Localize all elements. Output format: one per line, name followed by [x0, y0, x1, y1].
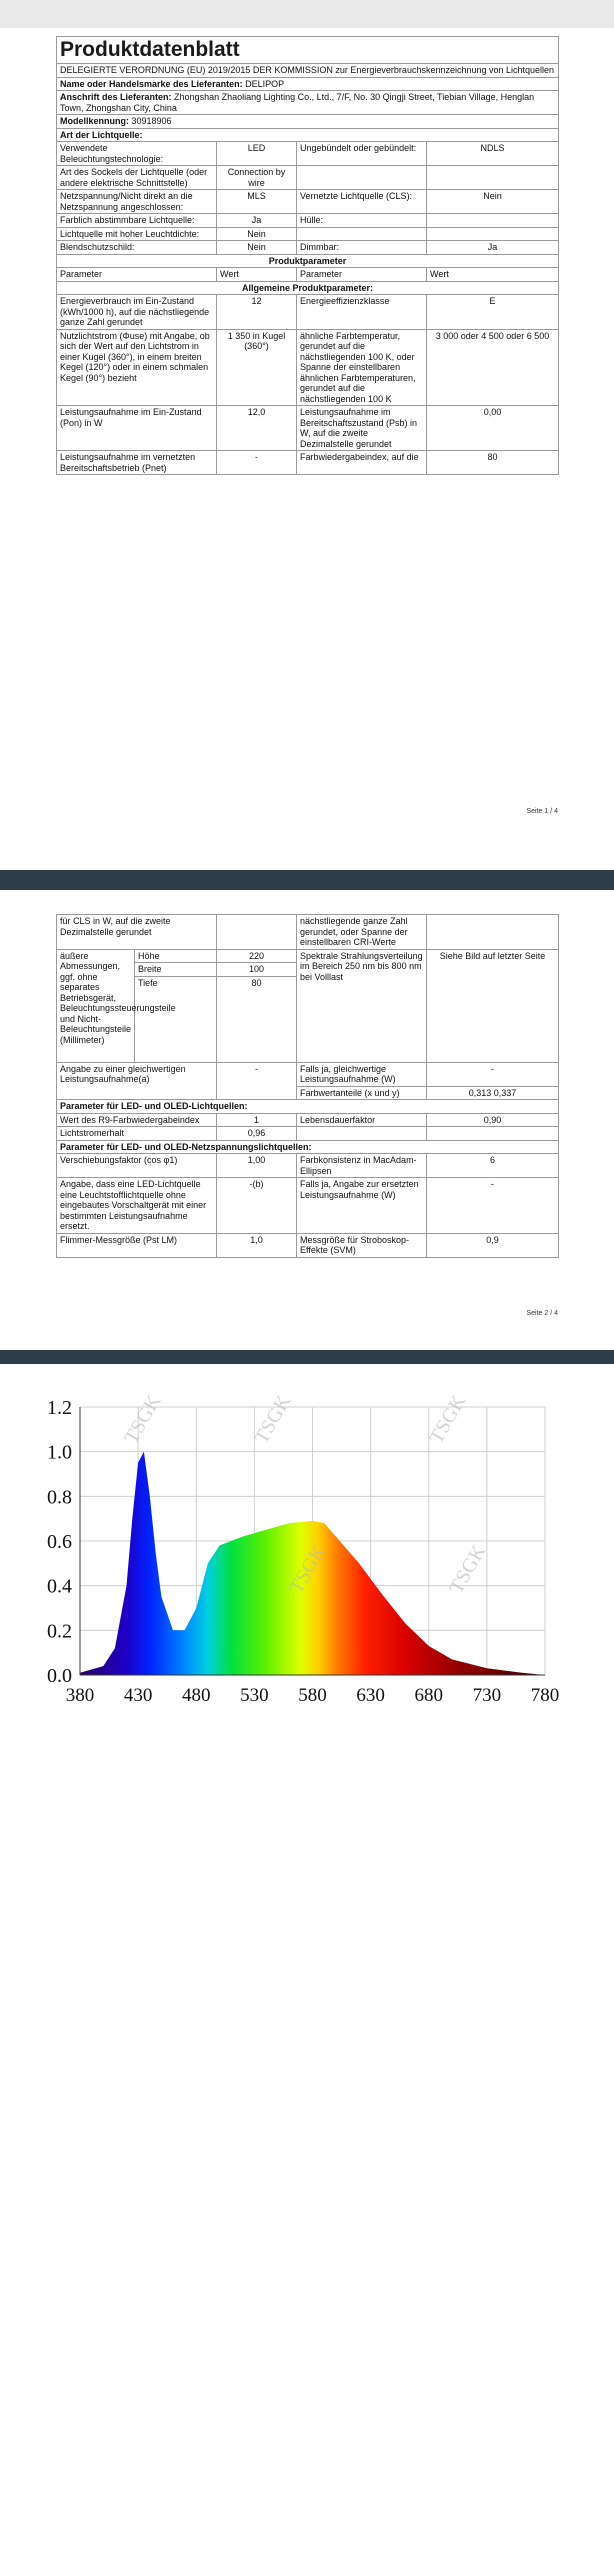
- param-value: 0,00: [427, 406, 559, 451]
- model-label: Modellkennung:: [60, 116, 129, 126]
- type-row: [57, 241, 559, 255]
- spectral-label: Spektrale Strahlungsverteilung im Bereich 250 nm bis 800 nm bei Volllast: [297, 949, 427, 1062]
- x-tick-label: 780: [530, 1685, 560, 1706]
- datasheet-table-2: [56, 914, 559, 1258]
- type-label: Verwendete Beleuchtungstechnologie:: [57, 142, 217, 166]
- param-label: Farbwertanteile (x und y): [297, 1086, 427, 1100]
- dimension-name: Tiefe: [135, 976, 217, 1062]
- supplier-name-row: [57, 77, 559, 91]
- type-label: Blendschutzschild:: [57, 241, 217, 255]
- datasheet-page-1: [0, 28, 614, 870]
- x-tick-label: 480: [182, 1685, 211, 1706]
- spectral-value: Siehe Bild auf letzter Seite: [427, 949, 559, 1062]
- y-tick-label: 0.6: [47, 1531, 72, 1553]
- param-row: [57, 295, 559, 330]
- param-label: Nutzlichtstrom (Φuse) mit Angabe, ob sich der Wert auf den Lichtstrom in einer Kugel (360°), in einem breiten Kegel (120°) oder in einem schmalen Kegel (90°) bezieht: [57, 329, 217, 406]
- y-tick-label: 1.2: [47, 1397, 72, 1419]
- datasheet-table-1: [56, 36, 559, 475]
- param-value: E: [427, 295, 559, 330]
- param-value: 12,0: [217, 406, 297, 451]
- type-label: Ungebündelt oder gebündelt:: [297, 142, 427, 166]
- x-tick-label: 530: [240, 1685, 269, 1706]
- section-led-parameters: Parameter für LED- und OLED-Lichtquellen:: [57, 1100, 559, 1114]
- x-tick-label: 580: [298, 1685, 327, 1706]
- type-label: Hülle:: [297, 214, 427, 228]
- column-header: Parameter: [57, 268, 217, 282]
- page-number: Seite 2 / 4: [526, 1310, 558, 1317]
- continued-row: [57, 915, 559, 950]
- y-tick-label: 0.8: [47, 1486, 72, 1509]
- supplier-name-value: DELIPOP: [245, 78, 285, 89]
- regulation-text: DELEGIERTE VERORDNUNG (EU) 2019/2015 DER KOMMISSION zur Energieverbrauchskennzeichnung von Lichtquellen: [57, 64, 559, 78]
- param-label: Energieeffizienzklasse: [297, 295, 427, 330]
- supplier-address-row: [57, 91, 559, 115]
- type-value: [427, 227, 559, 241]
- param-label: Leistungsaufnahme im vernetzten Bereitschaftsbetrieb (Pnet): [57, 451, 217, 475]
- type-row: [57, 214, 559, 228]
- param-label: Verschiebungsfaktor (cos φ1): [57, 1154, 217, 1178]
- dimension-value: 220: [217, 949, 297, 963]
- param-row: [57, 1062, 559, 1086]
- supplier-name-label: Name oder Handelsmarke des Lieferanten:: [60, 78, 243, 89]
- type-value: MLS: [217, 190, 297, 214]
- param-row: [57, 1127, 559, 1141]
- param-value: 1,0: [217, 1233, 297, 1257]
- datasheet-page-3: [0, 1290, 614, 2560]
- watermark-text: TSGK: [285, 1541, 331, 1598]
- section-mains-parameters: Parameter für LED- und OLED-Netzspannungslichtquellen:: [57, 1140, 559, 1154]
- section-general-parameters: Allgemeine Produktparameter:: [57, 281, 559, 295]
- x-tick-label: 430: [123, 1685, 153, 1706]
- param-value: 1,00: [217, 1154, 297, 1178]
- type-label: [297, 166, 427, 190]
- param-label: [297, 1127, 427, 1141]
- param-label: ähnliche Farbtemperatur, gerundet auf die nächstliegenden 100 K, oder Spanne der einstellbaren ähnlichen Farbtemperaturen, gerundet auf die nächstliegenden 100 K: [297, 329, 427, 406]
- section-light-source-type: Art der Lichtquelle:: [57, 128, 559, 142]
- type-row: [57, 227, 559, 241]
- param-header-row: [57, 268, 559, 282]
- watermark-text: TSGK: [250, 1391, 296, 1448]
- param-value: -(b): [217, 1178, 297, 1234]
- model-row: [57, 115, 559, 129]
- param-value: 12: [217, 295, 297, 330]
- page-title: Produktdatenblatt: [57, 37, 559, 64]
- param-value: 0,96: [217, 1127, 297, 1141]
- param-value: 1: [217, 1113, 297, 1127]
- param-value: [427, 915, 559, 950]
- param-row: [57, 406, 559, 451]
- param-value: [427, 1127, 559, 1141]
- param-value: 0,313 0,337: [427, 1086, 559, 1100]
- param-label: Messgröße für Stroboskop-Effekte (SVM): [297, 1233, 427, 1257]
- y-tick-label: 0.0: [47, 1665, 72, 1687]
- supplier-address-label: Anschrift des Lieferanten:: [60, 92, 172, 102]
- page-number: Seite 1 / 4: [526, 808, 558, 815]
- type-label: Art des Sockels der Lichtquelle (oder andere elektrische Schnittstelle): [57, 166, 217, 190]
- column-header: Wert: [427, 268, 559, 282]
- type-label: [297, 227, 427, 241]
- param-row: [57, 1178, 559, 1234]
- watermark-text: TSGK: [445, 1541, 491, 1598]
- param-value: 80: [427, 451, 559, 475]
- param-value: 1 350 in Kugel (360°): [217, 329, 297, 406]
- x-tick-label: 380: [65, 1685, 95, 1706]
- param-label: Lebensdauerfaktor: [297, 1113, 427, 1127]
- param-label: Angabe, dass eine LED-Lichtquelle eine Leuchtstofflichtquelle ohne eingebautes Vorschaltgerät mit einer bestimmten Leistungsaufnahme ersetzt.: [57, 1178, 217, 1234]
- y-tick-label: 0.4: [47, 1575, 72, 1598]
- page-separator: [0, 1350, 614, 1364]
- param-label: Falls ja, Angabe zur ersetzten Leistungsaufnahme (W): [297, 1178, 427, 1234]
- column-header: Parameter: [297, 268, 427, 282]
- param-label: nächstliegende ganze Zahl gerundet, oder Spanne der einstellbaren CRI-Werte: [297, 915, 427, 950]
- type-label: Lichtquelle mit hoher Leuchtdichte:: [57, 227, 217, 241]
- param-label: Wert des R9-Farbwiedergabeindex: [57, 1113, 217, 1127]
- param-label: Farbkonsistenz in MacAdam-Ellipsen: [297, 1154, 427, 1178]
- param-label: Angabe zu einer gleichwertigen Leistungsaufnahme(a): [57, 1062, 217, 1100]
- param-row: [57, 329, 559, 406]
- param-row: [57, 1113, 559, 1127]
- param-value: -: [217, 1062, 297, 1100]
- type-value: Nein: [427, 190, 559, 214]
- type-value: Connection by wire: [217, 166, 297, 190]
- y-tick-label: 1.0: [47, 1441, 72, 1464]
- type-value: Ja: [427, 241, 559, 255]
- param-label: Falls ja, gleichwertige Leistungsaufnahme (W): [297, 1062, 427, 1086]
- param-value: -: [217, 451, 297, 475]
- dimensions-label: äußere Abmessungen, ggf. ohne separates Betriebsgerät, Beleuchtungssteuerungsteile und Nicht-Beleuchtungsteile (Millimeter): [57, 949, 135, 1062]
- y-tick-label: 0.2: [47, 1620, 72, 1643]
- param-value: 6: [427, 1154, 559, 1178]
- type-row: [57, 142, 559, 166]
- param-label: Leistungsaufnahme im Ein-Zustand (Pon) in W: [57, 406, 217, 451]
- type-label: Vernetzte Lichtquelle (CLS):: [297, 190, 427, 214]
- dimension-name: Breite: [135, 963, 217, 977]
- type-row: [57, 166, 559, 190]
- watermark-text: TSGK: [425, 1391, 471, 1448]
- dimension-value: 80: [217, 976, 297, 1062]
- param-label: Flimmer-Messgröße (Pst LM): [57, 1233, 217, 1257]
- param-value: 0,9: [427, 1233, 559, 1257]
- type-value: Nein: [217, 227, 297, 241]
- param-label: Energieverbrauch im Ein-Zustand (kWh/1000 h), auf die nächstliegende ganze Zahl gerundet: [57, 295, 217, 330]
- type-value: Ja: [217, 214, 297, 228]
- dimension-row: [57, 949, 559, 963]
- datasheet-page-2: [0, 890, 614, 1290]
- type-value: Nein: [217, 241, 297, 255]
- x-tick-label: 730: [472, 1685, 502, 1706]
- type-value: [427, 214, 559, 228]
- param-value: -: [427, 1178, 559, 1234]
- type-value: [427, 166, 559, 190]
- model-value: 30918906: [131, 116, 172, 126]
- param-row: [57, 451, 559, 475]
- param-value: [217, 915, 297, 950]
- dimension-value: 100: [217, 963, 297, 977]
- supplier-address-value: Zhongshan Zhaoliang Lighting Co., Ltd., 7/F, No. 30 Qingji Street, Tiebian Village, Henglan Town, Zhongshan City, China: [60, 92, 535, 113]
- param-label: für CLS in W, auf die zweite Dezimalstelle gerundet: [57, 915, 217, 950]
- param-value: 3 000 oder 4 500 oder 6 500: [427, 329, 559, 406]
- x-tick-label: 680: [414, 1685, 443, 1706]
- type-label: Dimmbar:: [297, 241, 427, 255]
- param-row: [57, 1154, 559, 1178]
- param-value: -: [427, 1062, 559, 1086]
- type-label: Netzspannung/Nicht direkt an die Netzspannung angeschlossen:: [57, 190, 217, 214]
- spectrum-chart: [0, 1385, 614, 1715]
- section-product-parameters: Produktparameter: [57, 254, 559, 268]
- type-value: NDLS: [427, 142, 559, 166]
- type-label: Farblich abstimmbare Lichtquelle:: [57, 214, 217, 228]
- watermark-text: TSGK: [120, 1391, 166, 1448]
- param-row: [57, 1233, 559, 1257]
- param-label: Lichtstromerhalt: [57, 1127, 217, 1141]
- dimension-name: Höhe: [135, 949, 217, 963]
- type-row: [57, 190, 559, 214]
- param-value: 0,90: [427, 1113, 559, 1127]
- type-value: LED: [217, 142, 297, 166]
- x-tick-label: 630: [356, 1685, 385, 1706]
- param-label: Farbwiedergabeindex, auf die: [297, 451, 427, 475]
- page-separator: [0, 870, 614, 890]
- column-header: Wert: [217, 268, 297, 282]
- param-label: Leistungsaufnahme im Bereitschaftszustand (Psb) in W, auf die zweite Dezimalstelle gerundet: [297, 406, 427, 451]
